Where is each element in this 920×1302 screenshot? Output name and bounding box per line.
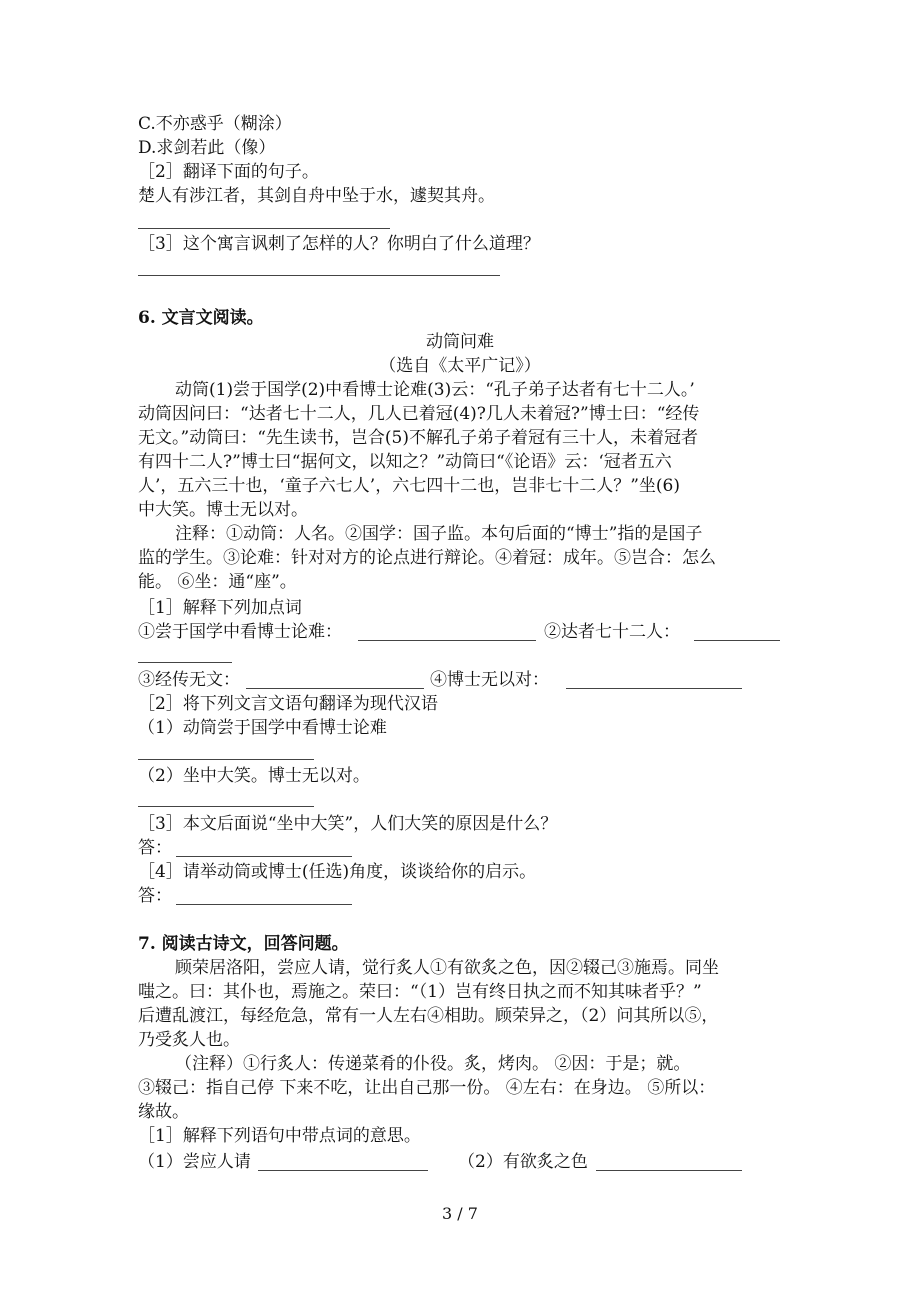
q5-sub2-title: ［2］翻译下面的句子。 [138,162,319,182]
q6-sub4-title: ［4］请举动筒或博士(任选)角度，谈谈给你的启示。 [138,862,537,882]
q7-note-line: （注释）①行炙人：传递菜肴的仆役。炙，烤肉。 ②因：于是；就。 [175,1054,691,1074]
answer-line[interactable] [138,806,314,807]
q6-passage-line: 动筒(1)尝于国学(2)中看博士论难(3)云：“孔子弟子达者有七十二人。’ [175,380,695,400]
answer-line[interactable] [138,275,500,276]
answer-line[interactable] [138,662,232,663]
option-c: C.不亦惑乎（糊涂） [138,114,292,134]
page-number: 3 / 7 [442,1204,478,1223]
answer-line[interactable] [176,904,352,905]
q6-passage-line: 有四十二人?”博士曰“据何文，以知之？”动筒曰“《论语》云：‘冠者五六 [138,452,672,472]
q6-sub1-title: ［1］解释下列加点词 [138,598,302,618]
q7-passage-line: 后遭乱渡江，每经危急，常有一人左右④相助。顾荣异之，（2）问其所以⑤， [138,1006,719,1026]
q7-passage-line: 顾荣居洛阳，尝应人请，觉行炙人①有欲炙之色，因②辍己③施焉。同坐 [175,958,719,978]
q7-note-line: ③辍己：指自己停 下来不吃，让出自己那一份。 ④左右：在身边。 ⑤所以： [138,1078,716,1098]
q5-sub3-title: ［3］这个寓言讽刺了怎样的人？你明白了什么道理？ [138,234,540,254]
q7-sub1-a-label: （1）尝应人请 [138,1152,251,1172]
answer-label: 答： [138,886,172,906]
q6-source: （选自《太平广记》） [379,356,541,376]
answer-line[interactable] [566,688,742,689]
q6-passage-line: 人’，五六三十也，‘童子六七人’，六七四十二也，岂非七十二人？”坐(6) [138,476,680,496]
q6-sub2-title: ［2］将下列文言文语句翻译为现代汉语 [138,694,438,714]
q6-note-line: 注释：①动筒：人名。②国学：国子监。本句后面的“博士”指的是国子 [175,524,703,544]
q5-sub2-sentence: 楚人有涉江者，其剑自舟中坠于水，遽契其舟。 [138,186,495,206]
q6-sub1-c-label: ③经传无文： [138,670,240,690]
q6-title: 动筒问难 [426,332,494,352]
q6-passage-line: 动筒因问曰：“达者七十二人，几人已着冠(4)?几人未着冠?”博士曰：“经传 [138,404,700,424]
q6-sub1-a-label: ①尝于国学中看博士论难： [138,622,342,642]
answer-line[interactable] [596,1170,742,1171]
q7-note-line: 缘故。 [138,1102,189,1122]
q6-sub2-b: （2）坐中大笑。博士无以对。 [138,766,370,786]
answer-line[interactable] [694,640,780,641]
q7-passage-line: 嗤之。曰：其仆也，焉施之。荣曰：“（1）岂有终日执之而不知其味者乎？” [138,982,702,1002]
answer-line[interactable] [246,688,424,689]
answer-label: 答： [138,838,172,858]
q6-sub2-a: （1）动筒尝于国学中看博士论难 [138,718,387,738]
q7-sub1-title: ［1］解释下列语句中带点词的意思。 [138,1126,421,1146]
option-d: D.求剑若此（像） [138,138,276,158]
q6-passage-line: 无文。”动筒曰：“先生读书，岂合(5)不解孔子弟子着冠有三十人，未着冠者 [138,428,698,448]
answer-line[interactable] [176,856,352,857]
answer-line[interactable] [138,228,390,229]
answer-line[interactable] [258,1170,428,1171]
q6-note-line: 能。 ⑥坐：通“座”。 [138,572,297,592]
q7-heading: 7. 阅读古诗文，回答问题。 [138,934,349,954]
q6-note-line: 监的学生。③论难：针对对方的论点进行辩论。④着冠：成年。⑤岂合：怎么 [138,548,716,568]
q6-sub1-d-label: ④博士无以对： [430,670,549,690]
q7-passage-line: 乃受炙人也。 [138,1030,240,1050]
q6-sub1-b-label: ②达者七十二人： [544,622,680,642]
q6-sub3-title: ［3］本文后面说“坐中大笑”，人们大笑的原因是什么？ [138,814,558,834]
answer-line[interactable] [138,759,314,760]
q7-sub1-b-label: （2）有欲炙之色 [458,1152,588,1172]
answer-line[interactable] [358,640,536,641]
q6-passage-line: 中大笑。博士无以对。 [138,500,308,520]
q6-heading: 6. 文言文阅读。 [138,308,264,328]
